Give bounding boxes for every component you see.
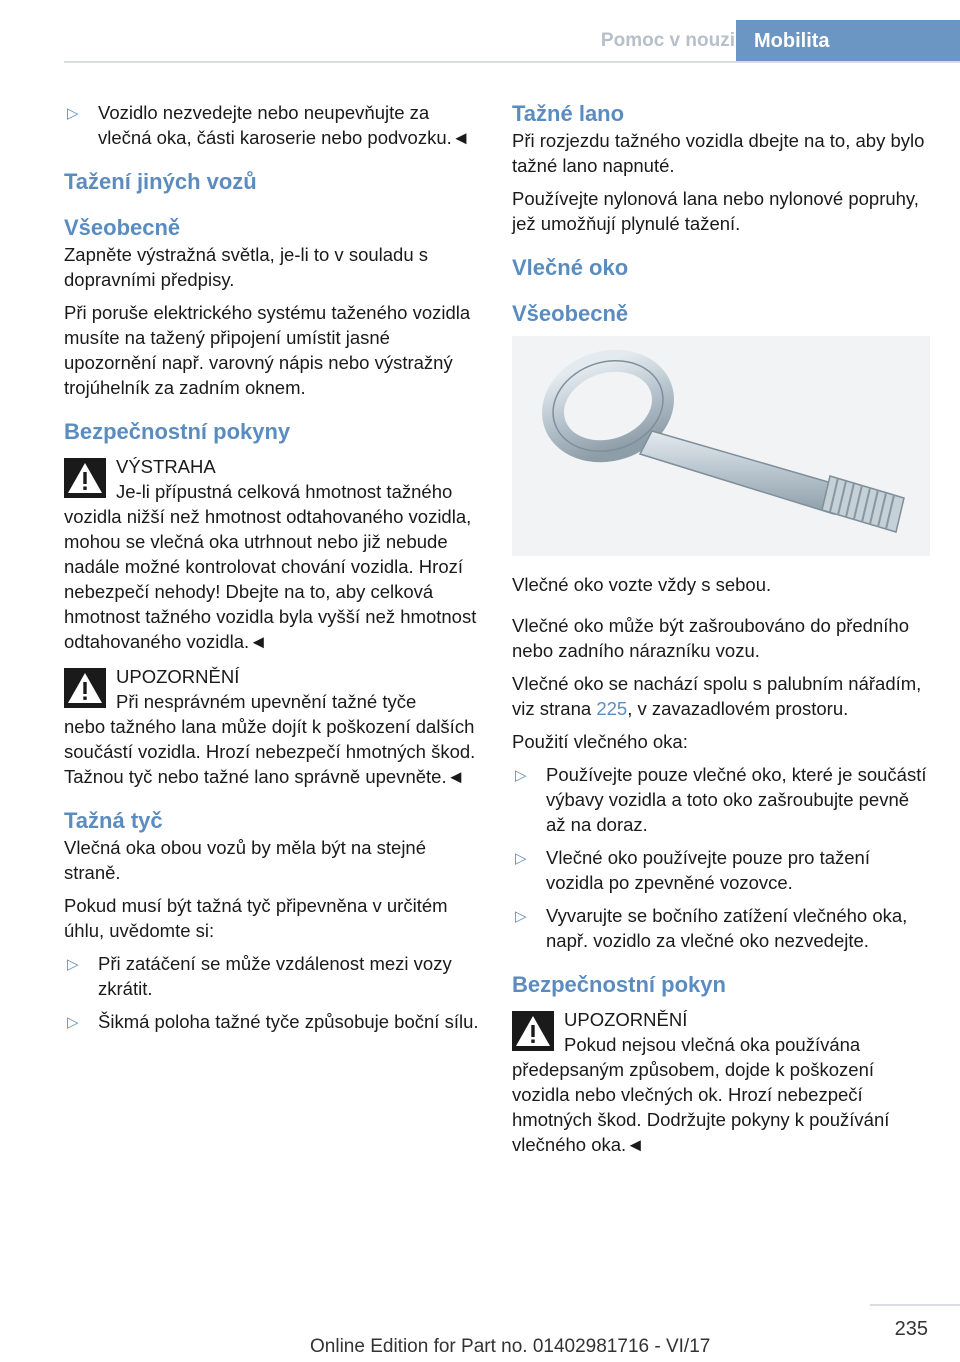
paragraph: Vlečná oka obou vozů by měla být na stejné straně. [64, 837, 427, 883]
caution-text: nebo tažného lana může dojít k poškození dalších součástí vozidla. Hrozí nebezpečí hmotných škod. Tažnou tyč nebo tažné lano správně upevněte.◄ [64, 716, 476, 787]
footer-divider [870, 1304, 960, 1306]
caution-box [512, 1007, 930, 1157]
caution-text: předepsaným způsobem, dojde k poškození vozidla nebo vlečných ok. Hrozí nebezpečí hmotných škod. Dodržujte pokyny k používání vlečného oka.◄ [512, 1059, 890, 1155]
caution-box [64, 664, 482, 789]
paragraph: Vlečné oko se nachází spolu s palubním nářadím, viz strana 225, v zavazadlovém prostoru. [512, 673, 922, 719]
right-column [512, 100, 930, 1167]
warning-triangle-icon [512, 1011, 554, 1051]
heading-towing-other-vehicles: Tažení jiných vozů [64, 169, 257, 194]
caution-title: UPOZORNĚNÍ [116, 666, 240, 687]
paragraph: Vlečné oko vozte vždy s sebou. [512, 574, 772, 595]
list-item: ▷ Vlečné oko používejte pouze pro tažení vozidla po zpevněné vozovce. [515, 847, 870, 893]
list-item: ▷ Při zatáčení se může vzdálenost mezi vozy zkrátit. [67, 953, 452, 999]
header-section-title[interactable]: Pomoc v nouzi [600, 30, 735, 51]
towing-eye-icon [512, 336, 930, 556]
list-item: ▷ Šikmá poloha tažné tyče způsobuje boční sílu. [64, 1009, 482, 1034]
header-chapter-tab[interactable]: Mobilita [736, 20, 960, 62]
heading-towing-eye: Vlečné oko [512, 255, 629, 280]
list-item: ▷ Používejte pouze vlečné oko, které je součástí výbavy vozidla a toto oko zašroubujte pevně až na doraz. [515, 764, 927, 835]
heading-safety-note: Bezpečnostní pokyn [512, 972, 726, 997]
list-item: ▷ Vozidlo nezvedejte nebo neupevňujte za vlečná oka, části karoserie nebo podvozku.◄ [67, 102, 471, 148]
heading-safety-notes: Bezpečnostní pokyny [64, 419, 291, 444]
heading-tow-bar: Tažná tyč [64, 808, 163, 833]
page-number: 235 [894, 1318, 928, 1340]
caution-lead: Při nesprávném upevnění tažné tyče [116, 691, 417, 712]
heading-tow-rope: Tažné lano [512, 101, 625, 126]
page-reference-link[interactable]: 225 [596, 698, 628, 719]
towing-eye-illustration [512, 336, 930, 556]
warning-title: VÝSTRAHA [116, 456, 216, 477]
warning-box [64, 454, 482, 654]
page-header [0, 0, 960, 62]
warning-triangle-icon [64, 458, 106, 498]
paragraph: Zapněte výstražná světla, je-li to v souladu s dopravními předpisy. [64, 244, 429, 290]
paragraph: Při rozjezdu tažného vozidla dbejte na to, aby bylo tažné lano napnuté. [512, 130, 925, 176]
triangle-bullet-icon: ▷ [67, 1014, 79, 1031]
paragraph: Používejte nylonová lana nebo nylonové popruhy, jež umožňují plynulé tažení. [512, 188, 919, 234]
warning-text: vozidla nižší než hmotnost odtahovaného vozidla, mohou se vlečná oka utrhnout nebo již nebude nadále možné kontrolovat chování vozidla. Hrozí nebezpečí nehody! Dbejte na to, aby celková hmotnost tažného vozidla byla vyšší než hmotnost odtahovaného vozidla.◄ [64, 506, 477, 652]
heading-general: Všeobecně [64, 215, 181, 240]
warning-triangle-icon [64, 668, 106, 708]
warning-lead: Je-li přípustná celková hmotnost tažného [116, 481, 453, 502]
left-column [64, 100, 482, 1042]
triangle-bullet-icon: ▷ [515, 767, 527, 784]
header-divider [64, 61, 960, 63]
triangle-bullet-icon: ▷ [515, 850, 527, 867]
paragraph: Použití vlečného oka: [512, 731, 688, 752]
caution-lead: Pokud nejsou vlečná oka používána [564, 1034, 861, 1055]
paragraph: Vlečné oko může být zašroubováno do předního nebo zadního nárazníku vozu. [512, 615, 909, 661]
triangle-bullet-icon: ▷ [67, 105, 79, 122]
edition-note: Online Edition for Part no. 01402981716 - VI/17 [310, 1336, 711, 1357]
caution-title: UPOZORNĚNÍ [564, 1009, 688, 1030]
triangle-bullet-icon: ▷ [515, 908, 527, 925]
paragraph: Pokud musí být tažná tyč připevněna v určitém úhlu, uvědomte si: [64, 895, 448, 941]
heading-general: Všeobecně [512, 301, 629, 326]
triangle-bullet-icon: ▷ [67, 956, 79, 973]
paragraph: Při poruše elektrického systému taženého vozidla musíte na tažený připojení umístit jasné upozornění např. varovný nápis nebo výstražný trojúhelník za zadním oknem. [64, 302, 471, 398]
list-item: ▷ Vyvarujte se bočního zatížení vlečného oka, např. vozidlo za vlečné oko nezvedejte. [515, 905, 908, 951]
